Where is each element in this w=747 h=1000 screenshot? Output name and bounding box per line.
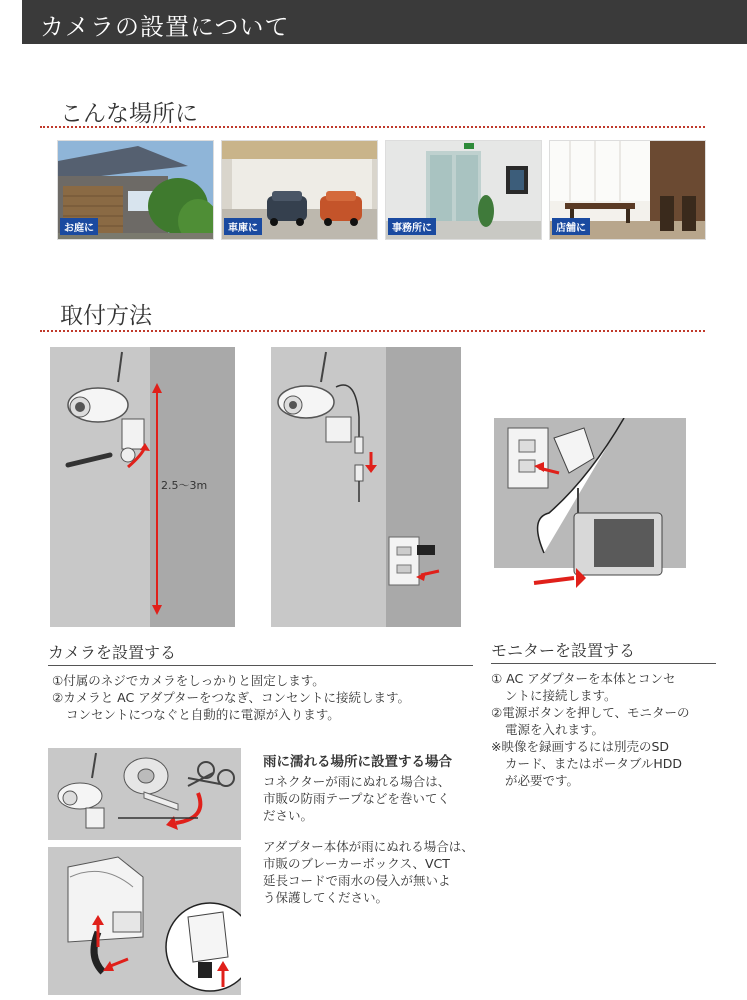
rain-p2-line-2: 市販のブレーカーボックス、VCT [263,856,450,871]
monitor-step-1-cont: ントに接続します。 [505,688,617,703]
monitor-step-2: ②電源ボタンを押して、モニターの [491,705,690,720]
camera-step-2-note: コンセントにつなぐと自動的に電源が入ります。 [66,707,340,722]
photo-garage [221,140,378,240]
illustration-breaker-box [48,847,241,995]
places-divider [40,126,705,128]
monitor-note-cont-2: が必要です。 [505,773,580,788]
mounting-divider [40,330,705,332]
rain-paragraph-1 [263,773,450,824]
monitor-setup-steps [491,670,689,789]
rain-section-title: 雨に濡れる場所に設置する場合 [263,754,452,770]
camera-setup-title: カメラを設置する [48,643,177,662]
rain-paragraph-2 [263,838,474,906]
camera-step-2: ②カメラと AC アダプターをつなぎ、コンセントに接続します。 [52,690,410,705]
rain-p2-line-1: アダプター本体が雨にぬれる場合は、 [263,839,474,854]
camera-setup-steps [52,672,410,723]
rain-p1-line-1: コネクターが雨にぬれる場合は、 [263,774,451,789]
photo-office [385,140,542,240]
photo-tag-shop: 店舗に [552,218,590,235]
monitor-note: ※映像を録画するには別売のSD [491,739,670,754]
rain-p1-line-2: 市販の防雨テープなどを巻いてく [263,791,450,806]
illustration-waterproof-tape [48,748,241,840]
camera-step-1: ①付属のネジでカメラをしっかりと固定します。 [52,673,325,688]
camera-setup-underline [48,665,473,666]
monitor-step-2-cont: 電源を入れます。 [505,722,605,737]
rain-p2-line-4: う保護してください。 [263,890,389,905]
illustration-monitor-setup [494,418,686,600]
rain-p2-line-3: 延長コードで雨水の侵入が無いよ [263,873,451,888]
monitor-setup-underline [491,663,716,664]
monitor-note-cont-1: カード、またはポータブルHDD [505,756,683,771]
photo-tag-garage: 車庫に [224,218,262,235]
photo-garden [57,140,214,240]
photo-shop [549,140,706,240]
page-title: カメラの設置について [40,13,290,41]
header-banner [22,0,747,44]
monitor-step-1: ① AC アダプターを本体とコンセ [491,671,676,686]
illustration-camera-mount [50,347,235,627]
height-label: 2.5～3m [161,479,208,492]
photo-tag-office: 事務所に [388,218,436,235]
places-title: こんな場所に [60,101,198,127]
illustration-cable-connection [271,347,461,627]
rain-p1-line-3: ださい。 [263,808,314,823]
photo-tag-garden: お庭に [60,218,98,235]
monitor-setup-title: モニターを設置する [491,641,636,660]
mounting-title: 取付方法 [60,303,152,329]
